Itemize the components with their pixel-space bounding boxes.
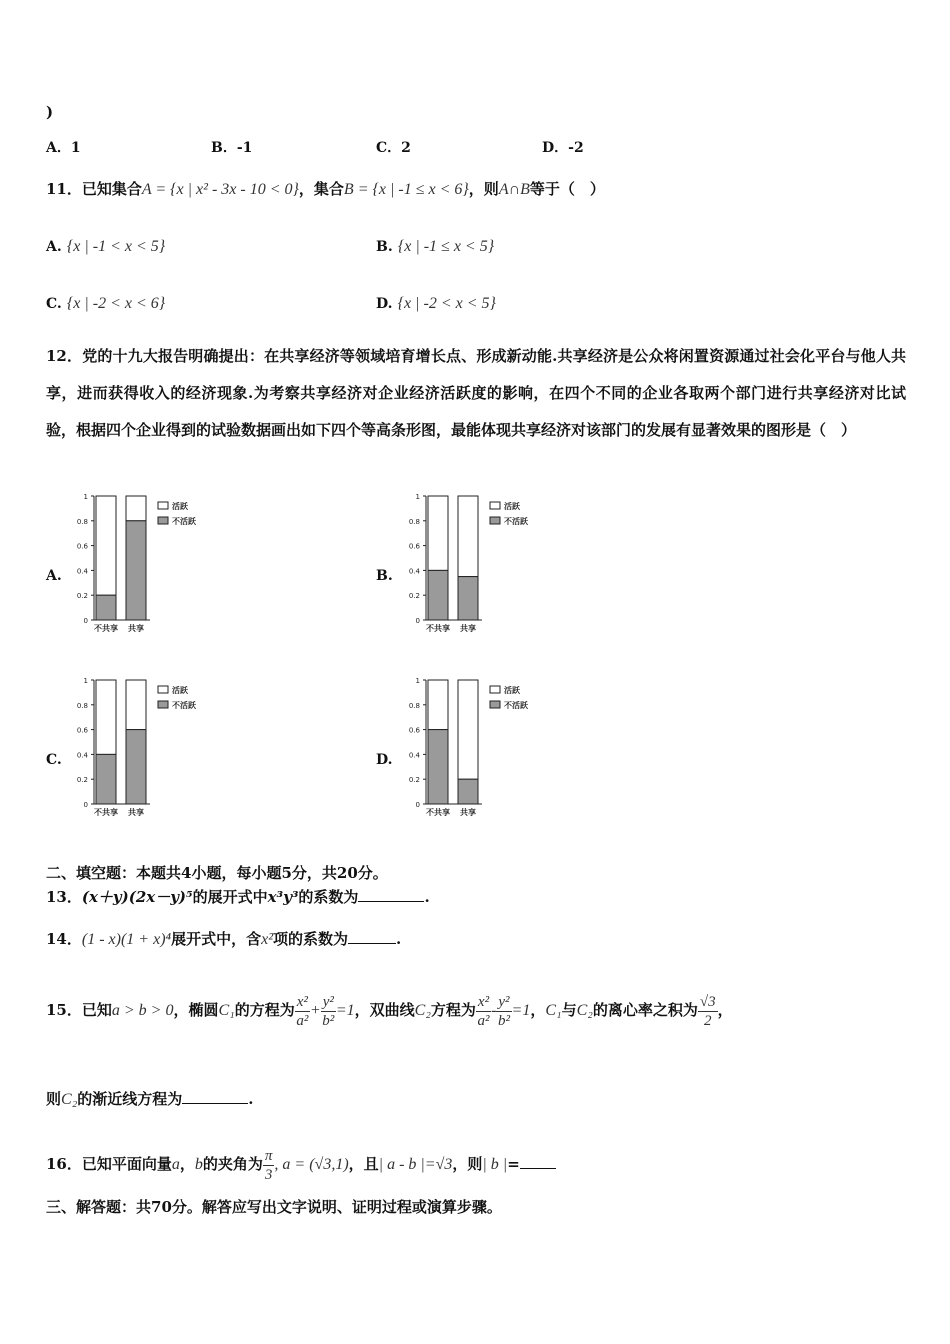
bar-segment-不活跃	[428, 730, 448, 804]
legend-swatch	[490, 686, 500, 693]
q12-stem: 12．党的十九大报告明确提出：在共享经济等领域培育增长点、形成新动能.共享经济是公众将闲置资源通过社会化平台与他人共享，进而获得收入的经济现象.为考察共享经济对企业经济活跃度的影响，在四个不同的企业各取两个部门进行共享经济对比试验，根据四个企业得到的试验数据画出如下四个等高条形图，最能体现共享经济对该部门的发展有显著效果的图形是（ ）	[46, 347, 906, 439]
chart-d	[404, 672, 544, 826]
y-tick-label: 0.8	[408, 701, 420, 710]
y-tick-label: 0.6	[408, 542, 420, 551]
y-tick-label: 0.4	[408, 567, 420, 576]
legend-swatch	[158, 686, 168, 693]
q16-angle-frac: $\frac{\pi}{3}$	[264, 1147, 273, 1183]
bar-segment-活跃	[96, 680, 116, 754]
bar-segment-不活跃	[458, 779, 478, 804]
q16: 16．已知平面向量a，b的夹角为 $\frac{\pi}{3}$ , a = (√3,1)，且| a - b |=√3，则| b |=	[46, 1142, 556, 1187]
q12-option-b-label: B.	[376, 568, 393, 584]
bar-segment-不活跃	[96, 754, 116, 804]
q11-option-c: C. {x | -2 < x < 6}	[46, 295, 166, 312]
q11-option-a: A. {x | -1 < x < 5}	[46, 238, 166, 255]
q12-option-c-label: C.	[46, 752, 62, 768]
y-tick-label: 0.8	[408, 517, 420, 526]
q13: 13．(x＋y)(2x－y)⁵的展开式中x³y³的系数为 .	[46, 888, 430, 906]
legend-swatch	[158, 502, 168, 509]
legend-label: 活跃	[172, 686, 188, 695]
q12-option-d-label: D.	[376, 752, 393, 768]
section3-title: 三、解答题：共70分。解答应写出文字说明、证明过程或演算步骤。	[46, 1198, 502, 1216]
chart-b	[404, 488, 544, 642]
q10-option-c: C．2	[376, 140, 411, 156]
x-category-label: 不共享	[94, 808, 118, 817]
y-tick-label: 0.2	[408, 592, 420, 601]
q11-stem: 11．已知集合A = {x | x² - 3x - 10 < 0}，集合B = {x | -1 ≤ x < 6}，则A∩B等于（ ）	[46, 180, 605, 198]
q12-option-a-label: A.	[46, 568, 62, 584]
q10-option-d: D．-2	[542, 140, 584, 156]
legend-label: 活跃	[504, 502, 520, 511]
q15-product-frac: $\frac{√3}{2}$	[699, 993, 716, 1029]
q15-hyperbola-frac1: $\frac{\text{x²}}{\text{a²}}$	[477, 993, 490, 1029]
q11-option-d: D. {x | -2 < x < 5}	[376, 295, 496, 312]
bar-segment-不活跃	[428, 570, 448, 620]
bar-segment-活跃	[428, 680, 448, 730]
q15-line1: 15．已知a > b > 0，椭圆C₁的方程为 $\frac{\text{x²}}{\text{a²}}$ + $\frac{\text{y²}}{\text{b²}}$ =1，双曲线C₂方程为 $\frac{\text{x²}}{\text{a²}}$ - $\frac{\text{y²}}{\text{b²}}$ =1，C₁与C₂的离心率之积为 $\frac{√3}{2}$ ，	[46, 993, 733, 1029]
legend-swatch	[490, 517, 500, 524]
bar-segment-不活跃	[96, 595, 116, 620]
q15-end-mark: .	[248, 1090, 254, 1108]
q15-line2: 则C₂的渐近线方程为 .	[46, 1090, 254, 1108]
legend-label: 不活跃	[172, 517, 196, 526]
x-category-label: 不共享	[426, 624, 450, 633]
x-category-label: 共享	[460, 808, 476, 817]
bar-segment-活跃	[428, 496, 448, 570]
y-tick-label: 0.6	[76, 726, 88, 735]
q10-option-b: B．-1	[211, 140, 253, 156]
y-tick-label: 1	[83, 677, 88, 685]
bar-segment-活跃	[126, 496, 146, 521]
y-tick-label: 1	[415, 677, 420, 685]
legend-swatch	[490, 701, 500, 708]
legend-label: 活跃	[504, 686, 520, 695]
y-tick-label: 0.2	[76, 592, 88, 601]
q15-ellipse-frac1: $\frac{\text{x²}}{\text{a²}}$	[296, 993, 309, 1029]
q13-end-mark: .	[424, 888, 430, 906]
bar-segment-活跃	[458, 496, 478, 577]
y-tick-label: 1	[83, 493, 88, 501]
bar-segment-不活跃	[458, 577, 478, 620]
y-tick-label: 0	[415, 801, 420, 809]
q14: 14．(1 - x)(1 + x)⁴展开式中，含x²项的系数为 .	[46, 930, 402, 948]
bar-segment-不活跃	[126, 730, 146, 804]
x-category-label: 共享	[460, 624, 476, 633]
bar-segment-不活跃	[126, 521, 146, 620]
legend-swatch	[490, 502, 500, 509]
y-tick-label: 0.2	[408, 776, 420, 785]
q10-paren: )	[46, 103, 54, 121]
bar-segment-活跃	[126, 680, 146, 730]
y-tick-label: 0.4	[408, 751, 420, 760]
x-category-label: 不共享	[94, 624, 118, 633]
x-category-label: 不共享	[426, 808, 450, 817]
y-tick-label: 0	[83, 617, 88, 625]
x-category-label: 共享	[128, 624, 144, 633]
legend-swatch	[158, 517, 168, 524]
section2-title: 二、填空题：本题共4小题，每小题5分，共20分。	[46, 864, 388, 882]
bar-segment-活跃	[458, 680, 478, 779]
chart-c	[72, 672, 212, 826]
y-tick-label: 0.8	[76, 701, 88, 710]
q15-hyperbola-frac2: $\frac{\text{y²}}{\text{b²}}$	[497, 993, 510, 1029]
legend-label: 不活跃	[504, 701, 528, 710]
q14-end-mark: .	[396, 930, 402, 948]
y-tick-label: 0.2	[76, 776, 88, 785]
y-tick-label: 0.6	[408, 726, 420, 735]
y-tick-label: 0.6	[76, 542, 88, 551]
chart-a	[72, 488, 212, 642]
y-tick-label: 0	[83, 801, 88, 809]
q10-option-a: A．1	[46, 140, 81, 156]
q15-ellipse-frac2: $\frac{\text{y²}}{\text{b²}}$	[322, 993, 335, 1029]
bar-segment-活跃	[96, 496, 116, 595]
y-tick-label: 0	[415, 617, 420, 625]
y-tick-label: 1	[415, 493, 420, 501]
y-tick-label: 0.4	[76, 567, 88, 576]
x-category-label: 共享	[128, 808, 144, 817]
legend-label: 不活跃	[172, 701, 196, 710]
y-tick-label: 0.8	[76, 517, 88, 526]
legend-label: 活跃	[172, 502, 188, 511]
legend-swatch	[158, 701, 168, 708]
q11-option-b: B. {x | -1 ≤ x < 5}	[376, 238, 495, 255]
legend-label: 不活跃	[504, 517, 528, 526]
y-tick-label: 0.4	[76, 751, 88, 760]
